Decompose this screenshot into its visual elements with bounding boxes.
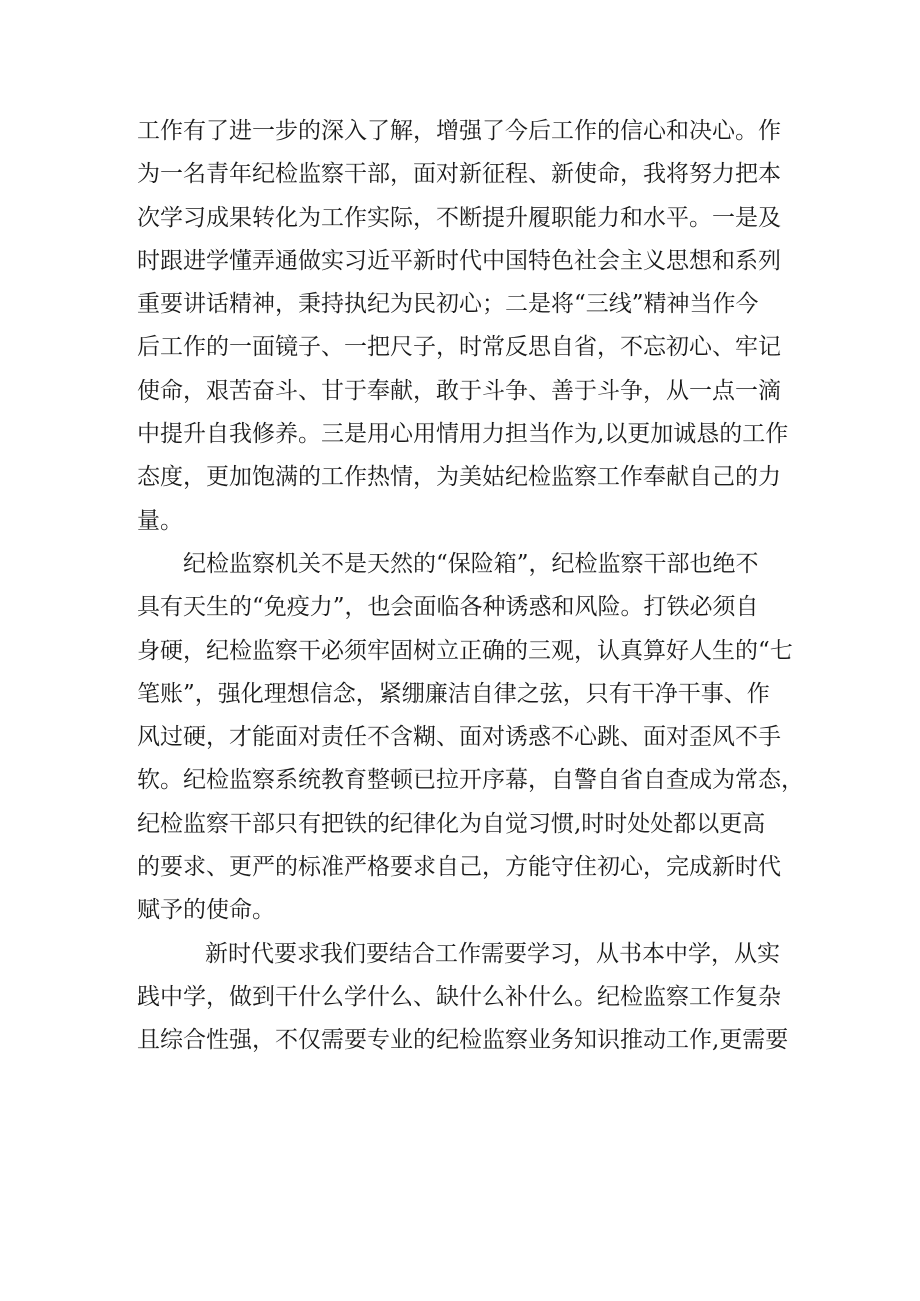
text-line: 重要讲话精神，秉持执纪为民初心；二是将“三线”精神当作今 bbox=[137, 291, 759, 318]
text-line: 的要求、更严的标准严格要求自己，方能守住初心，完成新时代 bbox=[137, 854, 781, 881]
text-line: 纪检监察机关不是天然的“保险箱”，纪检监察干部也绝不 bbox=[183, 550, 759, 577]
text-line: 时跟进学懂弄通做实习近平新时代中国特色社会主义思想和系列 bbox=[137, 247, 781, 274]
text-line: 态度，更加饱满的工作热情，为美姑纪检监察工作奉献自己的力 bbox=[137, 464, 781, 491]
paragraph-2 bbox=[137, 543, 804, 933]
text-line: 量。 bbox=[137, 507, 183, 534]
text-line: 践中学，做到干什么学什么、缺什么补什么。纪检监察工作复杂 bbox=[137, 983, 781, 1010]
document-body bbox=[137, 110, 804, 1063]
text-line: 且综合性强，不仅需要专业的纪检监察业务知识推动工作,更需要 bbox=[137, 1027, 789, 1054]
text-line: 工作有了进一步的深入了解，增强了今后工作的信心和决心。作 bbox=[137, 118, 781, 144]
text-line: 次学习成果转化为工作实际，不断提升履职能力和水平。一是及 bbox=[137, 204, 781, 231]
text-line: 使命，艰苦奋斗、甘于奉献，敢于斗争、善于斗争，从一点一滴 bbox=[137, 377, 781, 404]
text-line: 风过硬，才能面对责任不含糊、面对诱惑不心跳、面对歪风不手 bbox=[137, 724, 781, 751]
text-line: 新时代要求我们要结合工作需要学习，从书本中学，从实 bbox=[205, 940, 780, 967]
text-line: 身硬，纪检监察干必须牢固树立正确的三观，认真算好人生的“七 bbox=[137, 637, 793, 664]
text-line: 中提升自我修养。三是用心用情用力担当作为,以更加诚恳的工作 bbox=[137, 421, 789, 448]
text-line: 后工作的一面镜子、一把尺子，时常反思自省，不忘初心、牢记 bbox=[137, 334, 781, 361]
text-line: 软。纪检监察系统教育整顿已拉开序幕，自警自省自查成为常态， bbox=[137, 767, 804, 794]
text-line: 笔账”，强化理想信念，紧绷廉洁自律之弦，只有干净干事、作 bbox=[137, 680, 770, 707]
text-line: 赋予的使命。 bbox=[137, 897, 275, 924]
text-line: 具有天生的“免疫力”，也会面临各种诱惑和风险。打铁必须自 bbox=[137, 594, 759, 621]
paragraph-1 bbox=[137, 110, 793, 543]
text-line: 为一名青年纪检监察干部，面对新征程、新使命，我将努力把本 bbox=[137, 161, 781, 188]
paragraph-3 bbox=[137, 933, 793, 1063]
text-line: 纪检监察干部只有把铁的纪律化为自觉习惯,时时处处都以更高 bbox=[137, 810, 766, 837]
